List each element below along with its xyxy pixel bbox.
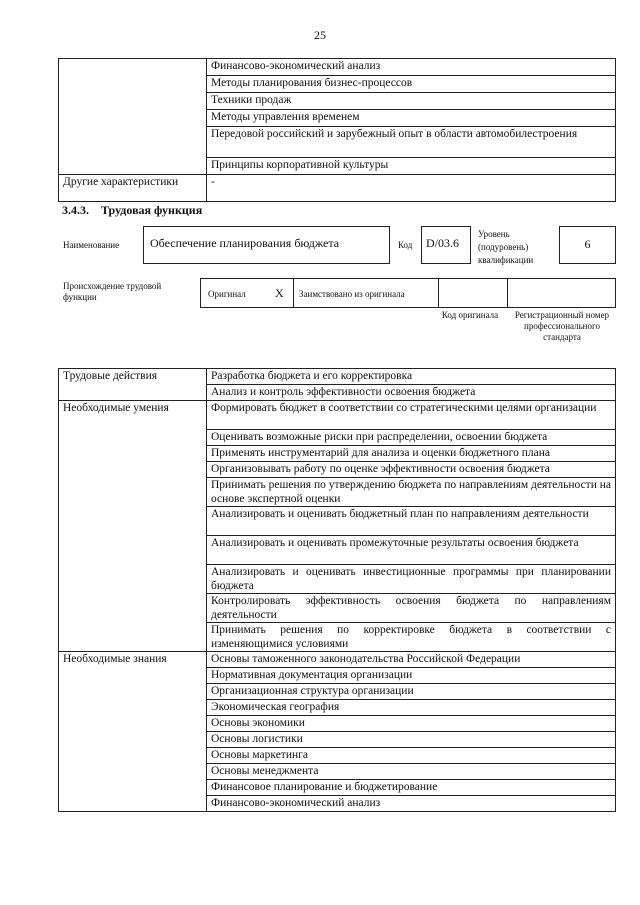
skill-item: Организовывать работу по оценке эффективности освоения бюджета [207, 462, 616, 478]
section-heading [62, 203, 202, 218]
origin-label: Происхождение трудовой функции [63, 281, 162, 302]
page-number: 25 [314, 28, 326, 42]
knowledge-item: Основы экономики [207, 716, 616, 732]
section-number: 3.4.3. [62, 203, 89, 217]
knowledge-item: Финансово-экономический анализ [207, 796, 616, 812]
section-title: Трудовая функция [101, 203, 203, 217]
knowledge-item: Финансовое планирование и бюджетирование [207, 780, 616, 796]
skill-item: Оценивать возможные риски при распределении, освоении бюджета [207, 430, 616, 446]
knowledge-item: Передовой российский и зарубежный опыт в области автомобилестроения [207, 127, 616, 158]
knowledge-item: Методы планирования бизнес-процессов [207, 76, 616, 93]
function-code-box: D/03.6 [421, 226, 471, 264]
knowledge-item: Методы управления временем [207, 110, 616, 127]
labor-action-item: Разработка бюджета и его корректировка [207, 369, 616, 385]
skill-item: Контролировать эффективность освоения бюджета по направлениям деятельности [207, 594, 616, 623]
skills-label: Необходимые умения [59, 401, 207, 652]
qualification-level-label: Уровень (подуровень) квалификации [478, 229, 534, 265]
knowledge-item: Техники продаж [207, 93, 616, 110]
divider [293, 279, 294, 307]
skill-item: Анализировать и оценивать промежуточные результаты освоения бюджета [207, 536, 616, 565]
skill-item: Анализировать и оценивать инвестиционные программы при планировании бюджета [207, 565, 616, 594]
knowledge-label: Необходимые знания [59, 652, 207, 812]
other-characteristics-value: - [207, 175, 616, 202]
knowledge-item: Финансово-экономический анализ [207, 59, 616, 76]
skill-item: Принимать решения по утверждению бюджета по направлениям деятельности на основе экспертной оценки [207, 478, 616, 507]
qualification-level-box: 6 [559, 226, 616, 264]
original-label: Оригинал [208, 289, 246, 299]
knowledge-item: Нормативная документация организации [207, 668, 616, 684]
divider [438, 279, 439, 307]
original-mark: X [275, 286, 284, 300]
name-label: Наименование [63, 240, 120, 250]
knowledge-item: Основы менеджмента [207, 764, 616, 780]
skill-item: Применять инструментарий для анализа и оценки бюджетного плана [207, 446, 616, 462]
characteristics-table [58, 58, 616, 202]
knowledge-item: Организационная структура организации [207, 684, 616, 700]
knowledge-item: Принципы корпоративной культуры [207, 158, 616, 175]
origin-row [200, 278, 616, 308]
labor-function-table [58, 368, 616, 812]
registration-number-caption: Регистрационный номер профессионального стандарта [514, 310, 610, 342]
skill-item: Анализировать и оценивать бюджетный план по направлениям деятельности [207, 507, 616, 536]
borrowed-label: Заимствовано из оригинала [299, 289, 405, 299]
empty-label-cell [59, 59, 207, 175]
knowledge-item: Экономическая география [207, 700, 616, 716]
knowledge-item: Основы маркетинга [207, 748, 616, 764]
code-original-caption: Код оригинала [441, 310, 499, 320]
knowledge-item: Основы таможенного законодательства Российской Федерации [207, 652, 616, 668]
code-label: Код [398, 240, 413, 250]
knowledge-item: Основы логистики [207, 732, 616, 748]
labor-action-item: Анализ и контроль эффективности освоения бюджета [207, 385, 616, 401]
skill-item: Принимать решения по корректировке бюджета в соответствии с изменяющимися условиями [207, 623, 616, 652]
labor-actions-label: Трудовые действия [59, 369, 207, 401]
function-name-box: Обеспечение планирования бюджета [143, 226, 390, 264]
divider [507, 279, 508, 307]
other-characteristics-label: Другие характеристики [59, 175, 207, 202]
skill-item: Формировать бюджет в соответствии со стратегическими целями организации [207, 401, 616, 430]
